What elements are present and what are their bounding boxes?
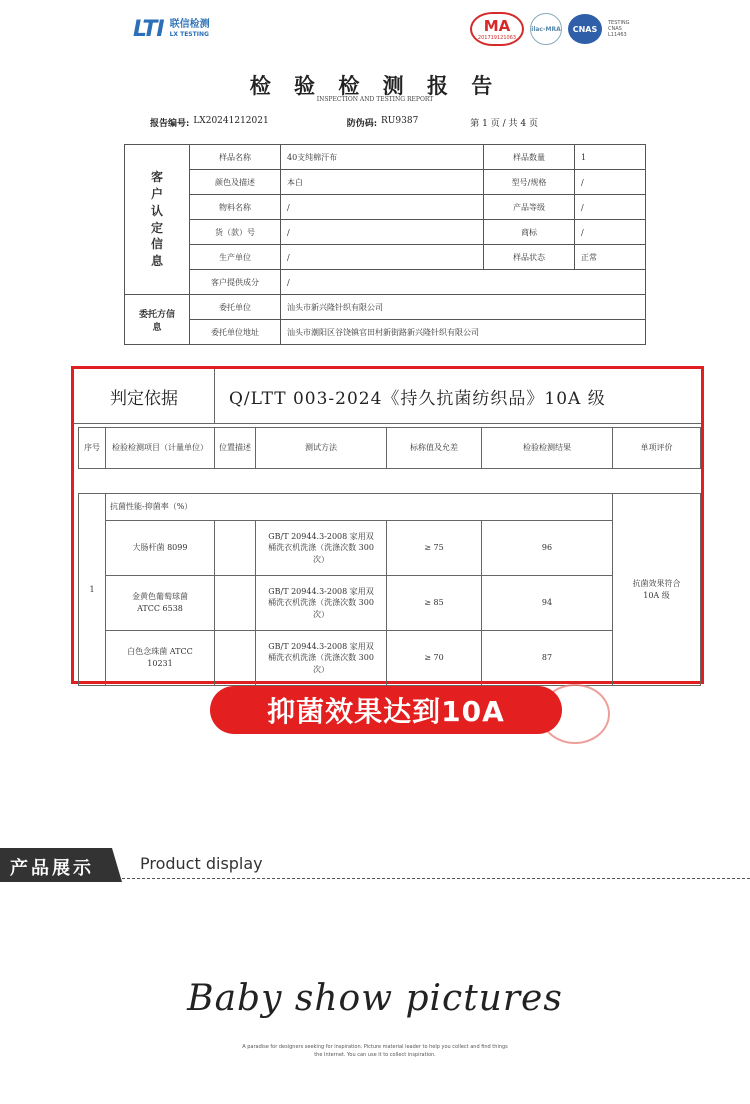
- cnas-logo: CNAS: [568, 14, 602, 44]
- highlighted-results: [71, 366, 704, 684]
- column-header: 测试方法: [256, 428, 387, 469]
- field-label: 委托单位地址: [190, 320, 281, 345]
- column-header: 序号: [79, 428, 106, 469]
- client-side-label: 客户认定信息: [125, 145, 190, 295]
- section-header: [0, 848, 750, 882]
- test-method: GB/T 20944.3-2008 家用双桶洗衣机洗涤（洗涤次数 300 次）: [256, 576, 387, 631]
- cnas-subtext: TESTING CNAS L11463: [608, 20, 630, 38]
- section-title-en: Product display: [140, 854, 263, 873]
- field-label: 型号/规格: [484, 170, 575, 195]
- field-label: 样品名称: [190, 145, 281, 170]
- test-item: 白色念珠菌 ATCC 10231: [106, 631, 215, 686]
- evaluation: 抗菌效果符合 10A 级: [613, 494, 701, 686]
- column-header: 检验检测项目（计量单位）: [106, 428, 215, 469]
- test-result: 94: [482, 576, 613, 631]
- row-index: 1: [79, 494, 106, 686]
- test-result: 87: [482, 631, 613, 686]
- column-header: 位置描述: [215, 428, 256, 469]
- field-value: /: [281, 270, 646, 295]
- client-info-table: [124, 144, 646, 345]
- field-label: 商标: [484, 220, 575, 245]
- results-table: [78, 427, 701, 686]
- lab-logo-mark: LTI: [133, 16, 164, 42]
- showcase-title: Baby show pictures: [187, 978, 563, 1019]
- field-value: 1: [575, 145, 646, 170]
- field-value: /: [575, 170, 646, 195]
- field-value: /: [281, 220, 484, 245]
- column-header: 检验检测结果: [482, 428, 613, 469]
- field-value: 40支纯棉汗布: [281, 145, 484, 170]
- judgement-basis-value: Q/LTT 003-2024《持久抗菌纺织品》10A 级: [229, 388, 606, 409]
- ilac-logo: ilac-MRA: [530, 13, 562, 45]
- test-result: 96: [482, 521, 613, 576]
- judgement-basis-label: 判定依据: [74, 369, 215, 423]
- report-number-label: 报告编号:: [150, 119, 190, 129]
- client-party-label: 委托方信息: [125, 295, 190, 345]
- lab-name-en: LX TESTING: [169, 31, 209, 38]
- test-method: GB/T 20944.3-2008 家用双桶洗衣机洗涤（洗涤次数 300 次）: [256, 631, 387, 686]
- position: [215, 576, 256, 631]
- test-item: 大肠杆菌 8099: [106, 521, 215, 576]
- spacer-row: [79, 469, 701, 494]
- judgement-basis-row: [74, 369, 701, 424]
- test-group: 抗菌性能-抑菌率（%）: [106, 494, 613, 521]
- cma-number: 201719121063: [477, 35, 517, 41]
- column-header: 标称值及允差: [387, 428, 482, 469]
- lab-logo: [133, 16, 210, 42]
- anti-fake-label: 防伪码:: [346, 119, 378, 129]
- field-label: 样品数量: [484, 145, 575, 170]
- field-label: 货（款）号: [190, 220, 281, 245]
- lab-name-cn: 联信检测: [169, 19, 210, 30]
- field-label: 生产单位: [190, 245, 281, 270]
- spec-value: ≥ 85: [387, 576, 482, 631]
- field-value: 汕头市潮阳区谷饶镇官田村新街路新兴隆针织有限公司: [281, 320, 646, 345]
- field-value: /: [575, 195, 646, 220]
- field-label: 颜色及描述: [190, 170, 281, 195]
- field-value: 正常: [575, 245, 646, 270]
- test-item: 金黄色葡萄球菌 ATCC 6538: [106, 576, 215, 631]
- spec-value: ≥ 70: [387, 631, 482, 686]
- field-value: 本白: [281, 170, 484, 195]
- field-value: 汕头市新兴隆针织有限公司: [281, 295, 646, 320]
- anti-fake-code: RU9387: [381, 116, 419, 126]
- section-divider: [122, 878, 750, 879]
- cma-mark: MA: [483, 17, 511, 35]
- position: [215, 631, 256, 686]
- field-label: 样品状态: [484, 245, 575, 270]
- field-label: 客户提供成分: [190, 270, 281, 295]
- column-header: 单项评价: [613, 428, 701, 469]
- report-meta: [150, 116, 620, 129]
- showcase-tagline-1: A paradise for designers seeking for inspiration. Picture material leader to help you collect and find things: [242, 1044, 508, 1050]
- field-value: /: [281, 245, 484, 270]
- report-title: 检 验 检 测 报 告: [249, 73, 501, 98]
- field-value: /: [575, 220, 646, 245]
- page-indicator: 第 1 页 / 共 4 页: [470, 119, 538, 129]
- showcase-tagline-2: the Internet. You can use it to collect inspiration.: [314, 1052, 436, 1058]
- result-banner: 抑菌效果达到10A: [210, 686, 562, 734]
- report-number: LX20241212021: [193, 116, 269, 126]
- section-title-cn: 产品展示: [10, 858, 94, 879]
- test-method: GB/T 20944.3-2008 家用双桶洗衣机洗涤（洗涤次数 300 次）: [256, 521, 387, 576]
- field-label: 委托单位: [190, 295, 281, 320]
- position: [215, 521, 256, 576]
- field-value: /: [281, 195, 484, 220]
- spec-value: ≥ 75: [387, 521, 482, 576]
- field-label: 物料名称: [190, 195, 281, 220]
- certification-logos: [470, 12, 634, 46]
- field-label: 产品等级: [484, 195, 575, 220]
- cma-logo: [470, 12, 524, 46]
- report-title-en: INSPECTION AND TESTING REPORT: [316, 96, 434, 103]
